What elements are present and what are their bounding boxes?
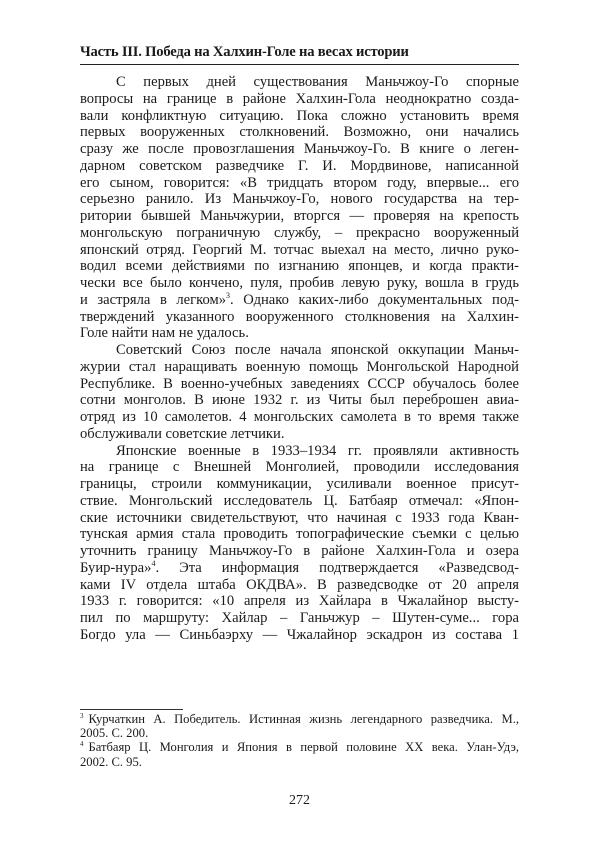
- text-line: журии стал наращивать военную помощь Монгольской Народной: [80, 358, 519, 375]
- text-line: водил всеми действиями по изгнанию японцев, и когда практи-: [80, 258, 519, 275]
- text-line: на границе с Внешней Монголией, проводили исследования: [80, 459, 519, 476]
- text-line: Богдо ула — Синьбаэрху — Чжалайнор эскадрон из состава 1: [80, 626, 519, 643]
- text-line: вали конфликтную ситуацию. Пока сложно установить время: [80, 107, 519, 124]
- footnote-text: Курчаткин А. Победитель. Истинная жизнь легендарного разведчика. М.,: [88, 712, 519, 726]
- footnote-line: [80, 740, 519, 754]
- paragraph-2: [80, 342, 519, 443]
- text-line: сотни монголов. В июне 1932 г. из Читы был переброшен авиа-: [80, 392, 519, 409]
- footnote-ref-3[interactable]: 3: [226, 290, 231, 300]
- text-line: уточнить границу Маньчжоу-Го в районе Халхин-Гола и озера: [80, 543, 519, 559]
- text-line: вопросы на границе в районе Халхин-Гола неоднократно созда-: [80, 90, 519, 107]
- footnotes: [80, 712, 519, 769]
- text-line: монгольскую пограничную службу, – прекрасно вооруженный: [80, 224, 519, 241]
- text-line: границы, строили коммуникации, усиливали военное присут-: [80, 476, 519, 492]
- paragraph-1: [80, 74, 519, 342]
- text-line: 1933 г. говорится: «10 апреля из Хайлара в Чжалайнор высту-: [80, 593, 519, 610]
- text-line: первых вооруженных столкновений. Возможно, они начались: [80, 124, 519, 141]
- text-line: Республике. В военно-учебных заведениях СССР обучалось более: [80, 375, 519, 392]
- text-line: японский отряд. Георгий М. тотчас выехал на место, лично руко-: [80, 241, 519, 258]
- text-fragment: . Эта информация подтверждается «Разведсвод-: [155, 559, 519, 576]
- footnote-text: Батбаяр Ц. Монголия и Япония в первой половине XX века. Улан-Удэ,: [88, 740, 519, 755]
- footnote-separator: [80, 709, 183, 710]
- running-header: Часть III. Победа на Халхин-Голе на весах истории: [80, 44, 519, 65]
- footnote-line: [80, 712, 519, 726]
- text-line-with-footnote: [80, 292, 519, 309]
- text-fragment: . Однако каких-либо документальных под-: [230, 291, 519, 308]
- text-line: ками IV отдела штаба ОКДВА». В разведсводке от 20 апреля: [80, 576, 519, 593]
- text-line: пил по маршруту: Хайлар – Ганьчжур – Шутен-суме... гора: [80, 610, 519, 626]
- text-line: обслуживали советские летчики.: [80, 425, 285, 442]
- text-line: дарном советском разведчике Г. И. Мордвинове, написанной: [80, 157, 519, 174]
- footnote-3: [80, 712, 519, 740]
- body-text: [80, 74, 519, 644]
- text-line: сразу же после провозглашения Маньчжоу-Го. В книге о леген-: [80, 141, 519, 157]
- text-fragment: и застряла в легком»: [80, 291, 227, 308]
- text-line-with-footnote: [80, 560, 519, 577]
- text-line: серьезно ранило. Из Маньчжоу-Го, нового государства на тер-: [80, 191, 519, 208]
- footnote-marker: 4: [80, 740, 84, 749]
- footnote-line: 2005. С. 200.: [80, 726, 149, 741]
- text-line: Японские военные в 1933–1934 гг. проявляли активность: [116, 442, 519, 459]
- footnote-4: [80, 740, 519, 768]
- text-line: С первых дней существования Маньчжоу-Го спорные: [116, 74, 519, 90]
- footnote-ref-4[interactable]: 4: [151, 558, 156, 568]
- text-line: ритории бывшей Маньчжурии, вторгся — проверяя на крепость: [80, 208, 519, 224]
- text-line: чески все было кончено, пуля, пробив левую руку, вошла в грудь: [80, 275, 519, 291]
- page-number: 272: [289, 793, 310, 808]
- text-line: тунская армия стала проводить топографические съемки с целью: [80, 526, 519, 543]
- text-line: тверждений указанного вооруженного столкновения на Халхин-: [80, 308, 519, 325]
- text-fragment: Буир-нура»: [80, 559, 152, 576]
- text-line: его сыном, говорится: «В тридцать втором году, впервые... его: [80, 174, 519, 191]
- text-line: Голе найти нам не удалось.: [80, 325, 249, 342]
- paragraph-3: [80, 443, 519, 644]
- footnote-marker: 3: [80, 712, 84, 720]
- text-line: Советский Союз после начала японской оккупации Маньч-: [116, 342, 519, 358]
- text-line: ствие. Монгольский исследователь Ц. Батбаяр отмечал: «Япон-: [80, 492, 519, 509]
- footnote-line: 2002. С. 95.: [80, 754, 142, 769]
- text-line: отряд из 10 самолетов. 4 монгольских самолета в то время также: [80, 409, 519, 425]
- text-line: ские источники свидетельствуют, что начиная с 1933 года Кван-: [80, 509, 519, 526]
